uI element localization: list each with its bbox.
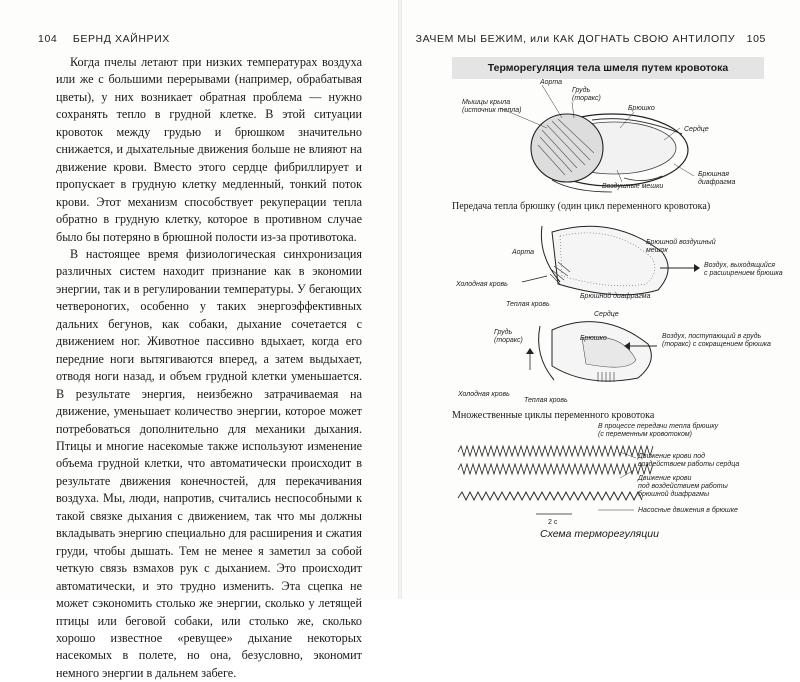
thermoregulation-diagram xyxy=(402,0,800,599)
label-cold-blood-mid: Холодная кровь xyxy=(456,281,508,288)
label-air-in: Воздух, поступающий в грудь (торакс) с сокращением брюшка xyxy=(662,333,771,348)
label-diaphragm-mid: Брюшной диафрагма xyxy=(580,293,651,300)
label-air-out: Воздух, выходящийся с расширением брюшка xyxy=(704,262,783,277)
label-heart-low: Сердце xyxy=(594,311,619,318)
cycle-drawing-2 xyxy=(526,322,657,382)
paragraph-1: Когда пчелы летают при низких температурах воздуха или же с большими перерывами (например, обрабатывая цветы), у них возникает обратная проблема — нужно сохранять тепло в грудной клетке. В этой ситуации кровоток между грудью и брюшком значительно снижается, и дыхательные движения больше не влияют на движение крови. Вместо этого сердце фибриллирует и пропускает в грудную клетку медленный, тонкий поток крови. Этот механизм способствует рекуперации тепла обратно в грудную клетку, которое в противном случае было бы потеряно в брюшной полости из-за противотока. xyxy=(56,55,362,244)
label-warm-blood-mid: Теплая кровь xyxy=(506,301,550,308)
right-page-number: 105 xyxy=(746,33,766,45)
label-chest-low: Грудь (торакс) xyxy=(494,329,523,344)
author-name: БЕРНД ХАЙНРИХ xyxy=(72,33,170,45)
left-page-number: 104 xyxy=(38,33,58,45)
label-abdomen-top: Брюшко xyxy=(628,105,655,112)
label-scale: 2 с xyxy=(548,519,558,526)
paragraph-2: В настоящее время физиологическая синхронизация различных систем находит признание как в экономии энергии, так и в регулировании температуры. У бегающих четвероногих, особенно у таких энергоэффективных дальних бегунов, как собаки, дыхание сочетается с движением ног. Животное пассивно вдыхает, когда его передние ноги вытягиваются вперед, а затем выдыхает, отводя ноги назад, и объем грудной клетки уменьшается. В результате энергия, неизбежно затрачиваемая на движение, уменьшает количество энергии, которое может потребоваться дополнительно для механики дыхания. Птицы и многие насекомые также используют изменение объема грудной клетки, что автоматически происходит в результате движения конечностей, для перекачивания воздуха. Мы, люди, напротив, считались неспособными к такой связке дыхания с движением, так что мы должны вкладывать энергию специально для расширения и сжатия груди, чтобы дышать. Тем не менее я заметил за собой четкую связь взмахов рук с дыханием. Это происходит автоматически, и это трудно изменить. Эта сцепка не может сэкономить столько же энергии, сколько у летящей птицы или беговой собаки, или столько же, сколько хорошо известное «ревущее» дыхание некоторых насекомых в полете, но она, безусловно, экономит немного энергии в дальнем забеге. xyxy=(56,246,362,680)
scheme-caption: Схема терморегуляции xyxy=(540,528,659,540)
bee-body-drawing xyxy=(531,114,688,192)
label-aorta-mid: Аорта xyxy=(512,249,535,256)
label-aorta-top: Аорта xyxy=(540,79,563,86)
body-text xyxy=(56,54,362,682)
label-chest-top: Грудь (торакс) xyxy=(572,87,601,102)
label-diaphragm-blood: Движение крови под воздействием работы брюшной диафрагмы xyxy=(638,475,728,498)
left-running-head xyxy=(38,33,170,45)
trace-heart-2 xyxy=(458,464,653,474)
trace-heart xyxy=(458,446,653,456)
trace-pump xyxy=(458,492,642,500)
label-heart-blood: Движение крови под воздействием работы сердца xyxy=(638,453,740,468)
label-abdomen-low: Брюшко xyxy=(580,335,607,342)
label-cold-blood-low: Холодная кровь xyxy=(458,391,510,398)
caption-multiple-cycles: Множественные циклы переменного кровотока xyxy=(452,410,655,421)
label-air-sacs: Воздушные мешки xyxy=(602,183,664,190)
book-title: ЗАЧЕМ МЫ БЕЖИМ, или КАК ДОГНАТЬ СВОЮ АНТИЛОПУ xyxy=(415,33,736,45)
figure-title: Терморегуляция тела шмеля путем кровотока xyxy=(452,57,764,79)
label-heart-top: Сердце xyxy=(684,126,709,133)
label-wing-muscles: Мышцы крыла (источник тепла) xyxy=(462,99,522,114)
label-air-sac-mid: Брюшной воздушный мешок xyxy=(646,239,716,254)
label-trace-header: В процессе передачи тепла брюшку (с переменным кровотоком) xyxy=(598,423,719,438)
label-pump: Насосные движения в брюшке xyxy=(638,507,738,514)
cycle-drawing-1 xyxy=(522,226,700,295)
caption-heat-transfer: Передача тепла брюшку (один цикл переменного кровотока) xyxy=(452,201,711,212)
label-warm-blood-low: Теплая кровь xyxy=(524,397,568,404)
label-diaphragm-top: Брюшная диафрагма xyxy=(698,171,736,186)
